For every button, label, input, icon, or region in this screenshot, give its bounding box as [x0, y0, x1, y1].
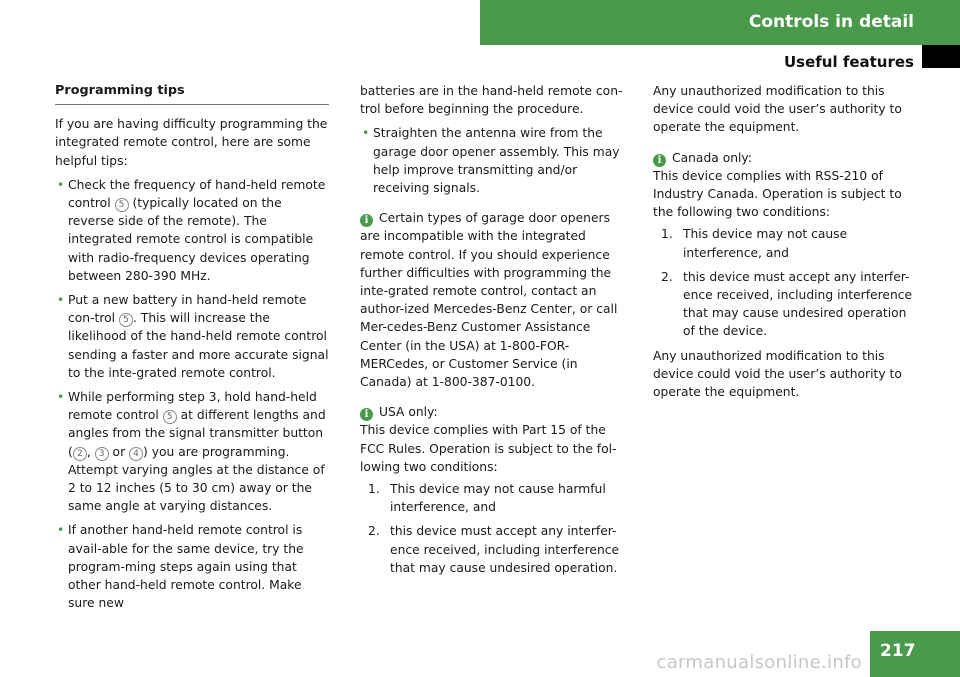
info-incompatible-openers: i Certain types of garage door openers are incompatible with the integrated remote control. If you should experience further difficulties with programming the inte-grated remote control, contact an author-ized Mercedes-Benz Center, or call Mer-cedes-Benz Customer Assistance Center (in the USA) at 1-800-FOR-MERCedes, or Customer Service (in Canada) at 1-800-387-0100. — [360, 211, 618, 390]
callout-5-icon: 5 — [163, 410, 177, 424]
column-2 — [360, 82, 624, 583]
callout-4-icon: 4 — [129, 447, 143, 461]
info-canada-compliance: i Canada only: This device complies with RSS-210 of Industry Canada. Operation is subject to the following two conditions: — [653, 150, 902, 220]
page-number: 217 — [870, 631, 960, 677]
section-title: Useful features — [783, 53, 914, 71]
bullet-icon: • — [57, 523, 65, 538]
callout-2-icon: 2 — [73, 447, 87, 461]
usa-condition-1: 1. This device may not cause harmful interference, and — [368, 482, 606, 515]
usa-modification-warning: Any unauthorized modification to this device could void the user’s authority to operate the equipment. — [653, 84, 902, 135]
tip-other-remote: • If another hand-held remote control is avail-able for the same device, try the program-ming steps again using that other hand-held remote control. Make sure new — [57, 523, 304, 611]
tip-antenna: • Straighten the antenna wire from the garage door opener assembly. This may help improve transmitting and/or receiving signals. — [362, 126, 620, 196]
bullet-icon: • — [57, 177, 65, 192]
tip-vary-angles: • While performing step 3, hold hand-held remote control 5 at different lengths and angles from the signal transmitter button ( 2 , 3 or 4 ) you are programming. Attempt varying angles at the distance of 2 to 12 inches (5 to 30 cm) away or the same angle at varying distances. — [57, 390, 326, 514]
chapter-header: Controls in detail — [480, 0, 960, 45]
callout-5-icon: 5 — [115, 198, 129, 212]
section-tab-marker — [922, 45, 960, 68]
info-icon: i — [653, 154, 666, 167]
tip-check-frequency: • Check the frequency of hand-held remote control 5 (typically located on the reverse side of the remote). The integrated remote control is compatible with radio-frequency devices operating between 280-390 MHz. — [57, 177, 326, 283]
callout-3-icon: 3 — [95, 447, 109, 461]
bullet-icon: • — [57, 390, 65, 405]
info-icon: i — [360, 214, 373, 227]
canada-condition-2: 2. this device must accept any interfer-ence received, including interference that may cause undesired operation of the device. — [661, 269, 913, 339]
column-1 — [55, 82, 329, 618]
column-3 — [653, 82, 919, 407]
watermark: carmanualsonline.info — [656, 652, 862, 673]
bullet-icon: • — [57, 293, 65, 308]
intro-paragraph: If you are having difficulty programming the integrated remote control, here are some helpful tips: — [55, 117, 328, 168]
info-usa-compliance: i USA only: This device complies with Part 15 of the FCC Rules. Operation is subject to the fol-lowing two conditions: — [360, 405, 617, 474]
tip-new-battery: • Put a new battery in hand-held remote con-trol 5 . This will increase the likelihood of the hand-held remote control sending a faster and more accurate signal to the inte-grated remote control. — [57, 293, 329, 380]
heading-programming-tips: Programming tips — [55, 82, 329, 105]
callout-5-icon: 5 — [119, 313, 133, 327]
bullet-icon: • — [362, 126, 370, 141]
canada-modification-warning: Any unauthorized modification to this device could void the user’s authority to operate the equipment. — [653, 348, 902, 400]
info-icon: i — [360, 408, 373, 421]
usa-condition-2: 2. this device must accept any interfer-ence received, including interference that may cause undesired operation. — [368, 524, 620, 575]
canada-condition-1: 1. This device may not cause interference, and — [661, 227, 848, 260]
continued-text: batteries are in the hand-held remote con-trol before beginning the procedure. — [360, 84, 623, 117]
